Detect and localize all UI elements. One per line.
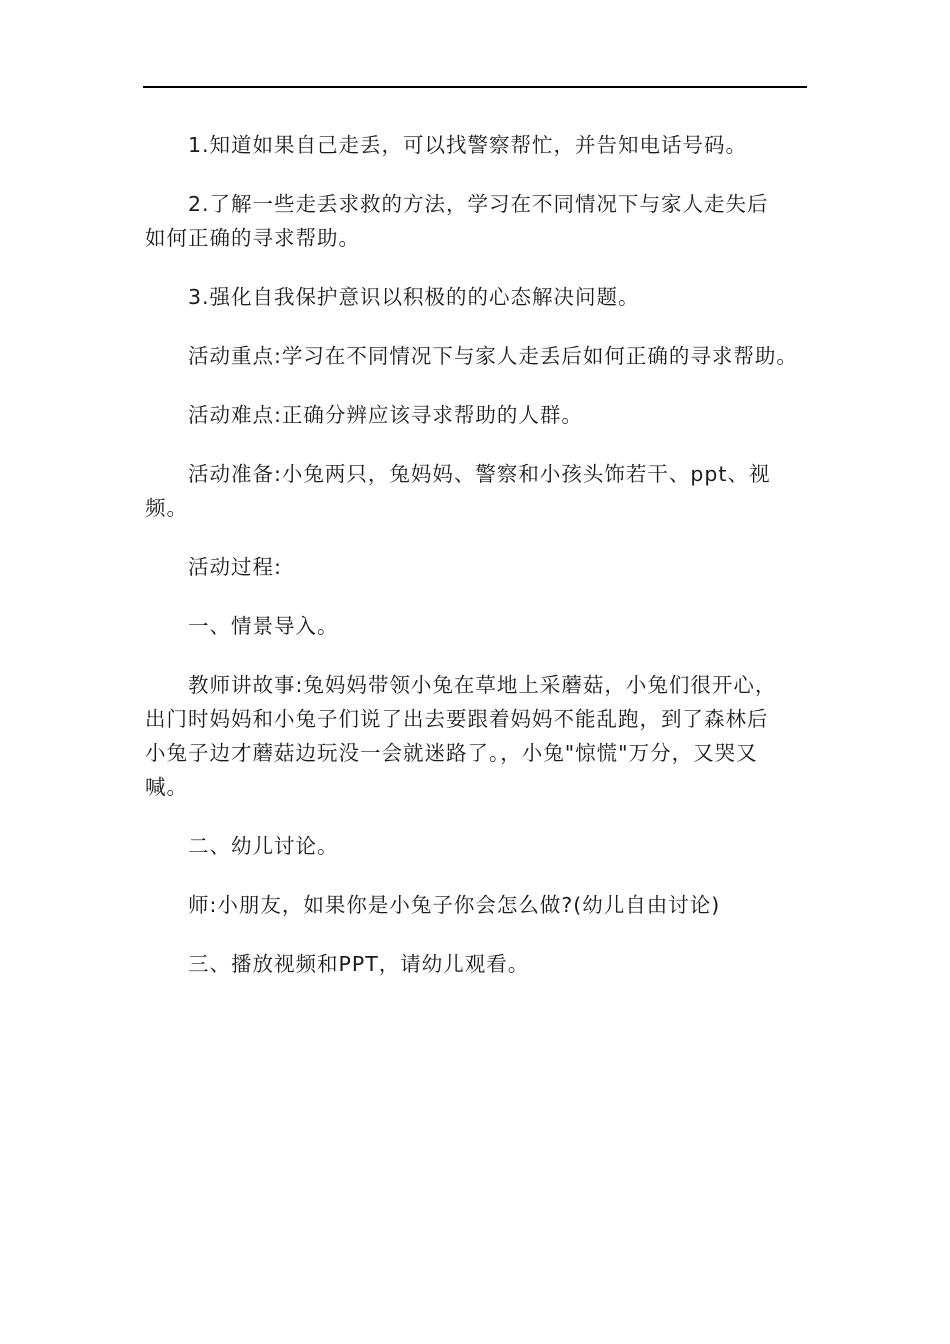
objective-1: 1.知道如果自己走丢，可以找警察帮忙，并告知电话号码。 <box>188 133 748 157</box>
objective-2: 2.了解一些走丢求救的方法，学习在不同情况下与家人走失后 如何正确的寻求帮助。 <box>145 192 769 250</box>
section-heading-2: 二、幼儿讨论。 <box>188 834 339 858</box>
section-heading-3: 三、播放视频和PPT，请幼儿观看。 <box>188 952 530 976</box>
teacher-story: 教师讲故事:兔妈妈带领小兔在草地上采蘑菇，小兔们很开心， 出门时妈妈和小兔子们说了出去要跟着妈妈不能乱跑，到了森林后 小兔子边才蘑菇边玩没一会就迷路了。，小兔"惊慌"万分，又哭又 喊。 <box>145 673 777 799</box>
activity-focus: 活动重点:学习在不同情况下与家人走丢后如何正确的寻求帮助。 <box>188 344 798 368</box>
activity-difficulty: 活动难点:正确分辨应该寻求帮助的人群。 <box>188 403 583 427</box>
teacher-question: 师:小朋友，如果你是小兔子你会怎么做?(幼儿自由讨论) <box>188 893 721 917</box>
document-body <box>145 128 825 1006</box>
section-heading-1: 一、情景导入。 <box>188 614 339 638</box>
header-rule <box>143 86 807 88</box>
objective-3: 3.强化自我保护意识以积极的的心态解决问题。 <box>188 285 640 309</box>
activity-process-heading: 活动过程: <box>188 555 282 579</box>
activity-preparation: 活动准备:小兔两只，兔妈妈、警察和小孩头饰若干、ppt、视 频。 <box>145 462 771 520</box>
